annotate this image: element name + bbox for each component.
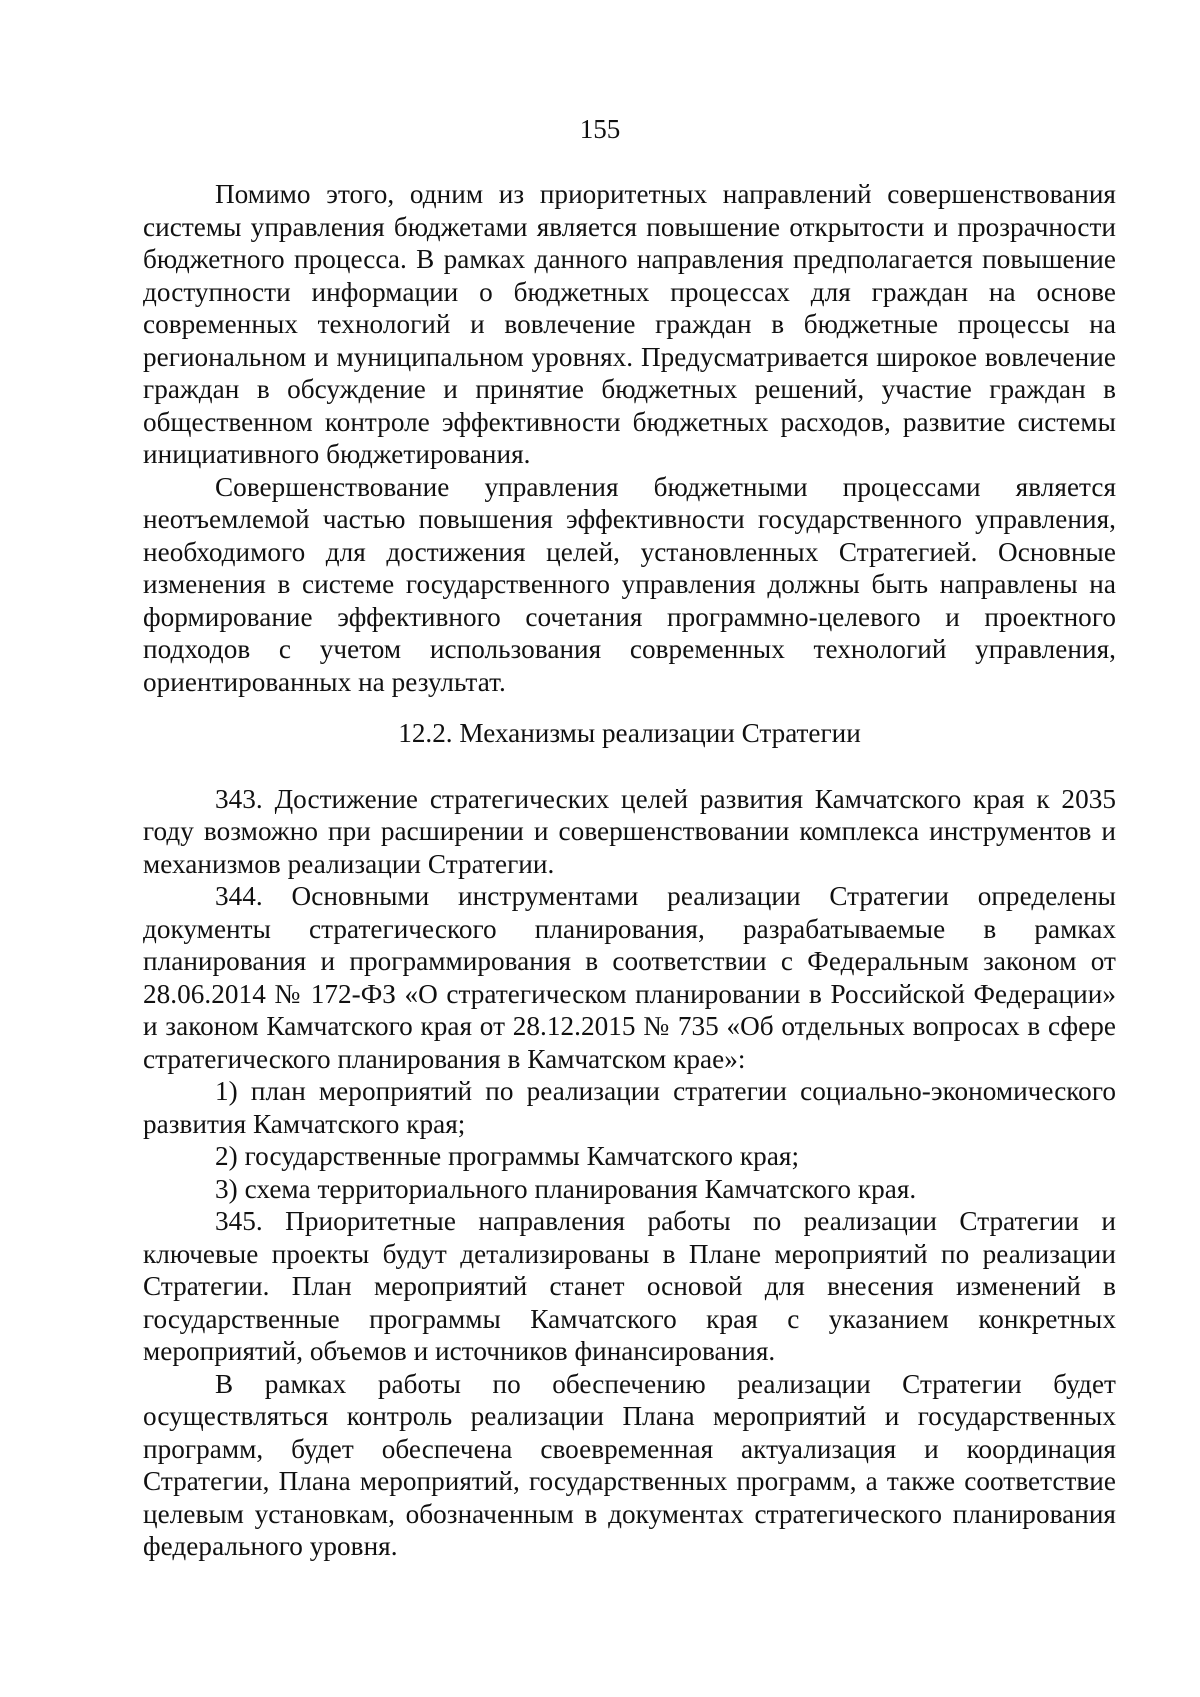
paragraph-control: В рамках работы по обеспечению реализации Стратегии будет осуществляться контроль реализации Плана мероприятий и государственных программ, будет обеспечена своевременная актуализация и координация Стратегии, Плана мероприятий, государственных программ, а также соответствие целевым установкам, обозначенным в документах стратегического планирования федерального уровня. — [143, 1368, 1116, 1561]
list-item-2: 2) государственные программы Камчатского края; — [215, 1141, 800, 1171]
list-item-1: 1) план мероприятий по реализации стратегии социально-экономического развития Камчатского края; — [143, 1076, 1116, 1139]
page-content — [143, 178, 1116, 1563]
page-number: 155 — [579, 114, 621, 144]
paragraph-open-budget: Помимо этого, одним из приоритетных направлений совершенствования системы управления бюджетами является повышение открытости и прозрачности бюджетного процесса. В рамках данного направления предполагается повышение доступности информации о бюджетных процессах для граждан на основе современных технологий и вовлечение граждан в бюджетные процессы на региональном и муниципальном уровнях. Предусматривается широкое вовлечение граждан в обсуждение и принятие бюджетных решений, участие граждан в общественном контроле эффективности бюджетных расходов, развитие системы инициативного бюджетирования. — [143, 179, 1116, 469]
paragraph-budget-management: Совершенствование управления бюджетными процессами является неотъемлемой частью повышения эффективности государственного управления, необходимого для достижения целей, установленных Стратегией. Основные изменения в системе государственного управления должны быть направлены на формирование эффективного сочетания программно-целевого и проектного подходов с учетом использования современных технологий управления, ориентированных на результат. — [143, 471, 1116, 697]
paragraph-343: 343. Достижение стратегических целей развития Камчатского края к 2035 году возможно при расширении и совершенствовании комплекса инструментов и механизмов реализации Стратегии. — [143, 783, 1116, 879]
paragraph-345: 345. Приоритетные направления работы по реализации Стратегии и ключевые проекты будут детализированы в Плане мероприятий по реализации Стратегии. План мероприятий станет основой для внесения изменений в государственные программы Камчатского края с указанием конкретных мероприятий, объемов и источников финансирования. — [143, 1206, 1116, 1366]
list-item-3: 3) схема территориального планирования Камчатского края. — [215, 1173, 917, 1204]
paragraph-344: 344. Основными инструментами реализации Стратегии определены документы стратегического планирования, разрабатываемые в рамках планирования и программирования в соответствии с Федеральным законом от 28.06.2014 № 172-ФЗ «О стратегическом планировании в Российской Федерации» и законом Камчатского края от 28.12.2015 № 735 «Об отдельных вопросах в сфере стратегического планирования в Камчатском крае»: — [143, 881, 1116, 1074]
section-heading: 12.2. Механизмы реализации Стратегии — [398, 718, 861, 748]
